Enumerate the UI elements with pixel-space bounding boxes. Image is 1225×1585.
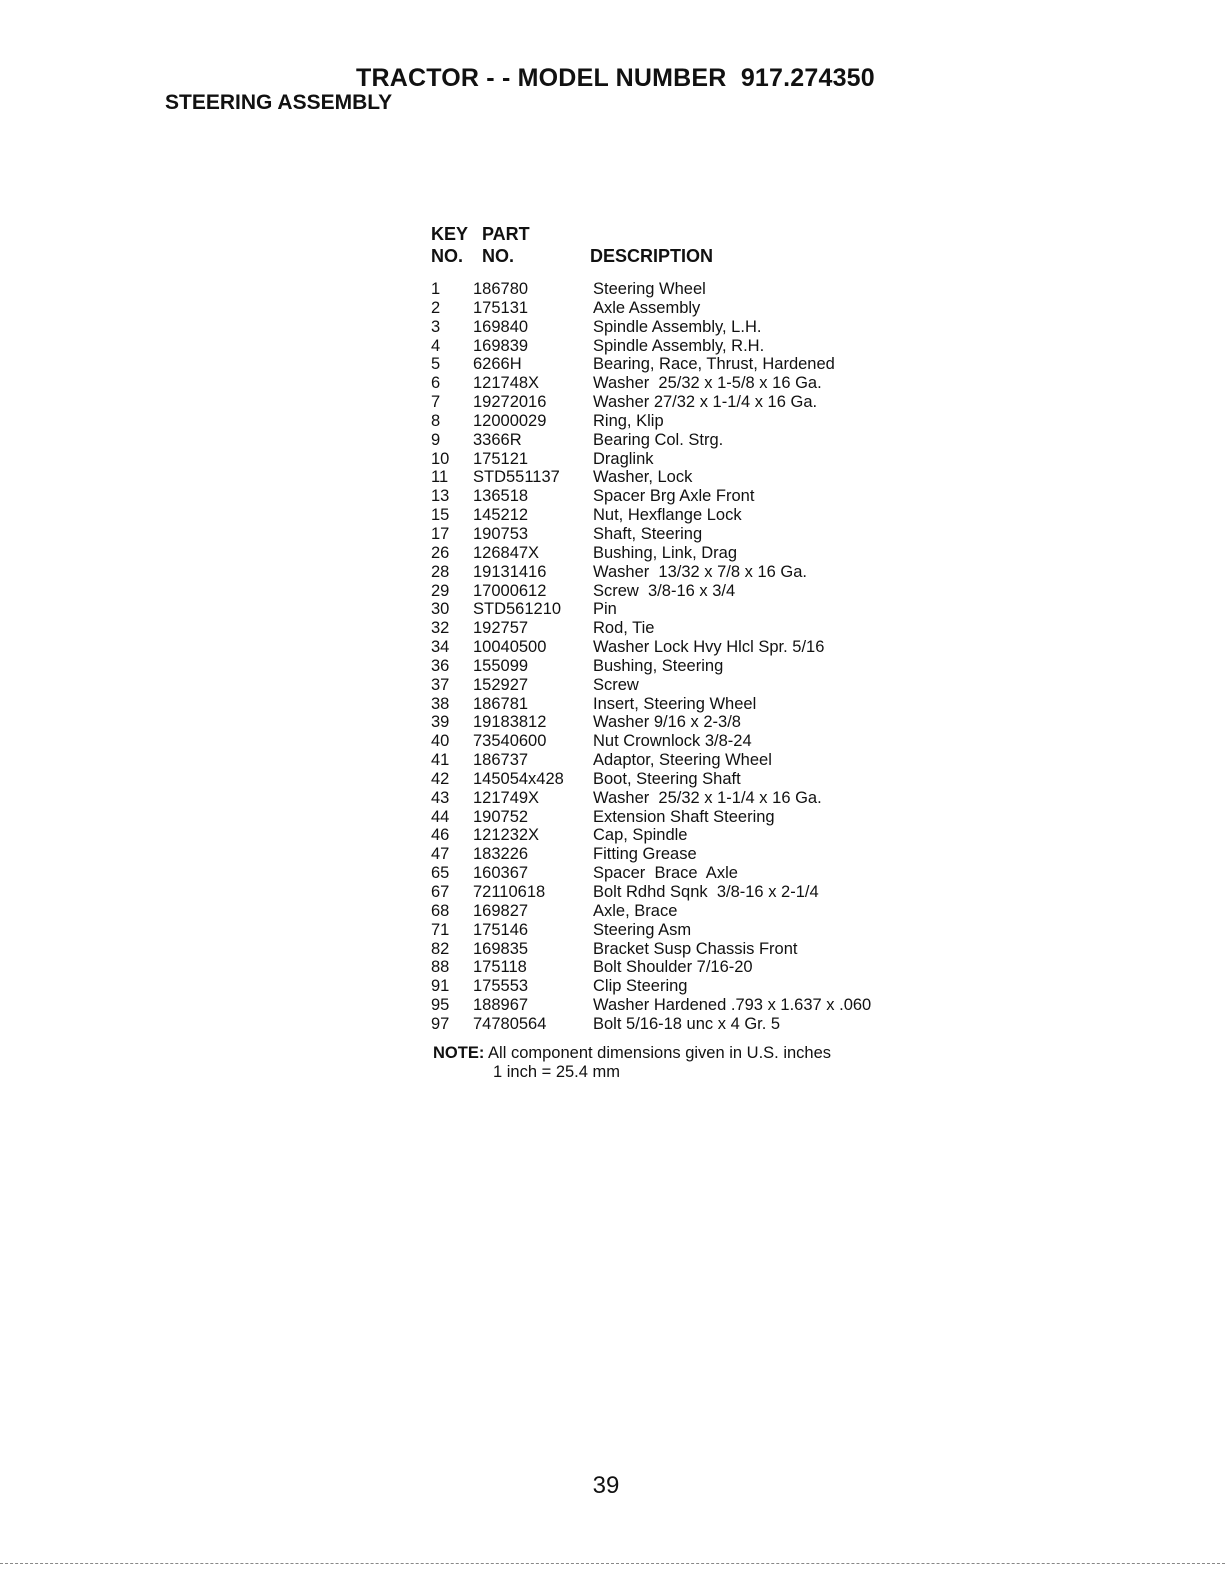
part-no-cell: STD561210 bbox=[473, 600, 562, 619]
table-row bbox=[431, 355, 951, 374]
key-no-cell: 67 bbox=[431, 883, 450, 901]
description-cell: Spacer Brg Axle Front bbox=[593, 487, 755, 506]
key-no-cell: 95 bbox=[431, 996, 450, 1015]
key-no-cell: 3 bbox=[431, 317, 441, 336]
part-no-cell: 188967 bbox=[473, 996, 529, 1015]
key-no-cell: 13 bbox=[431, 487, 450, 506]
key-no-cell: 88 bbox=[431, 958, 450, 977]
key-no-cell: 38 bbox=[431, 694, 450, 713]
key-no-cell: 91 bbox=[431, 977, 450, 996]
description-cell: Insert, Steering Wheel bbox=[593, 694, 757, 713]
description-cell: Washer Hardened .793 x 1.637 x .060 bbox=[593, 996, 872, 1015]
part-no-header-line2: NO. bbox=[482, 246, 515, 266]
part-no-header-line1: PART bbox=[482, 224, 530, 244]
table-row bbox=[431, 808, 951, 827]
part-no-cell: 186737 bbox=[473, 751, 529, 770]
key-no-cell: 65 bbox=[431, 864, 450, 883]
description-cell: Bracket Susp Chassis Front bbox=[593, 939, 798, 958]
description-cell: Bearing, Race, Thrust, Hardened bbox=[593, 355, 835, 374]
part-no-cell: 145054x428 bbox=[473, 769, 564, 788]
part-no-cell: 19183812 bbox=[473, 713, 547, 732]
table-row bbox=[431, 450, 951, 469]
note-text: All component dimensions given in U.S. inches bbox=[484, 1044, 832, 1062]
key-no-cell: 7 bbox=[431, 393, 441, 412]
part-no-cell: 126847X bbox=[473, 543, 540, 562]
table-row bbox=[431, 996, 951, 1015]
description-cell: Draglink bbox=[593, 449, 654, 468]
key-no-cell: 41 bbox=[431, 751, 450, 770]
description-cell: Bearing Col. Strg. bbox=[593, 430, 724, 449]
key-no-cell: 1 bbox=[431, 280, 441, 298]
table-row bbox=[431, 751, 951, 770]
description-cell: Rod, Tie bbox=[593, 619, 655, 638]
table-row bbox=[431, 826, 951, 845]
table-row bbox=[431, 845, 951, 864]
part-no-cell: 169840 bbox=[473, 317, 529, 336]
key-no-header-line1: KEY bbox=[431, 224, 469, 244]
key-no-cell: 15 bbox=[431, 506, 450, 525]
key-no-cell: 46 bbox=[431, 826, 450, 845]
table-row bbox=[431, 883, 951, 902]
table-row bbox=[431, 676, 951, 695]
table-row bbox=[431, 337, 951, 356]
description-cell: Shaft, Steering bbox=[593, 524, 703, 543]
description-cell: Nut Crownlock 3/8-24 bbox=[593, 732, 752, 751]
key-no-cell: 43 bbox=[431, 788, 450, 807]
part-no-cell: 12000029 bbox=[473, 411, 547, 430]
description-cell: Washer 27/32 x 1-1/4 x 16 Ga. bbox=[593, 393, 818, 412]
part-no-cell: STD551137 bbox=[473, 468, 560, 487]
key-no-cell: 37 bbox=[431, 675, 450, 694]
key-no-cell: 40 bbox=[431, 732, 450, 751]
table-row bbox=[431, 506, 951, 525]
description-cell: Bushing, Link, Drag bbox=[593, 543, 737, 562]
key-no-cell: 36 bbox=[431, 656, 450, 675]
description-header: DESCRIPTION bbox=[590, 246, 714, 266]
description-cell: Steering Asm bbox=[593, 920, 692, 939]
key-no-header-line2: NO. bbox=[431, 246, 464, 266]
table-row bbox=[431, 1015, 951, 1034]
dimensions-note bbox=[433, 1044, 831, 1082]
key-no-cell: 26 bbox=[431, 543, 450, 562]
table-row bbox=[431, 977, 951, 996]
section-title: STEERING ASSEMBLY bbox=[165, 91, 393, 114]
part-no-cell: 192757 bbox=[473, 619, 529, 638]
key-no-cell: 34 bbox=[431, 638, 450, 657]
part-no-cell: 186780 bbox=[473, 280, 529, 298]
part-no-cell: 169835 bbox=[473, 939, 529, 958]
table-row bbox=[431, 280, 951, 299]
description-cell: Washer 25/32 x 1-5/8 x 16 Ga. bbox=[593, 374, 822, 393]
key-no-cell: 6 bbox=[431, 374, 441, 393]
key-no-cell: 29 bbox=[431, 581, 450, 600]
description-cell: Cap, Spindle bbox=[593, 826, 688, 845]
table-row bbox=[431, 582, 951, 601]
part-no-cell: 121749X bbox=[473, 788, 540, 807]
part-no-cell: 175131 bbox=[473, 298, 529, 317]
key-no-cell: 2 bbox=[431, 298, 441, 317]
table-row bbox=[431, 638, 951, 657]
description-cell: Adaptor, Steering Wheel bbox=[593, 751, 772, 770]
part-no-cell: 160367 bbox=[473, 864, 529, 883]
key-no-cell: 47 bbox=[431, 845, 450, 864]
description-cell: Bolt Shoulder 7/16-20 bbox=[593, 958, 753, 977]
part-no-cell: 19272016 bbox=[473, 393, 547, 412]
part-no-cell: 190752 bbox=[473, 807, 529, 826]
key-no-cell: 39 bbox=[431, 713, 450, 732]
description-cell: Screw 3/8-16 x 3/4 bbox=[593, 581, 736, 600]
description-cell: Boot, Steering Shaft bbox=[593, 769, 741, 788]
table-row bbox=[431, 468, 951, 487]
table-row bbox=[431, 921, 951, 940]
description-cell: Steering Wheel bbox=[593, 280, 706, 298]
part-no-cell: 186781 bbox=[473, 694, 529, 713]
part-no-cell: 10040500 bbox=[473, 638, 547, 657]
parts-table-header bbox=[431, 222, 911, 268]
part-no-cell: 152927 bbox=[473, 675, 529, 694]
table-row bbox=[431, 902, 951, 921]
table-row bbox=[431, 412, 951, 431]
part-no-cell: 3366R bbox=[473, 430, 522, 449]
part-no-cell: 175146 bbox=[473, 920, 529, 939]
table-row bbox=[431, 563, 951, 582]
description-cell: Washer Lock Hvy Hlcl Spr. 5/16 bbox=[593, 638, 825, 657]
part-no-cell: 121232X bbox=[473, 826, 540, 845]
key-no-cell: 17 bbox=[431, 524, 450, 543]
note-conversion: 1 inch = 25.4 mm bbox=[493, 1063, 621, 1081]
table-row bbox=[431, 619, 951, 638]
part-no-cell: 175118 bbox=[473, 958, 527, 977]
page-number: 39 bbox=[592, 1472, 620, 1499]
bottom-divider bbox=[0, 1563, 1225, 1564]
part-no-cell: 169839 bbox=[473, 336, 529, 355]
key-no-cell: 44 bbox=[431, 807, 450, 826]
table-row bbox=[431, 958, 951, 977]
part-no-cell: 145212 bbox=[473, 506, 529, 525]
note-line bbox=[433, 1044, 831, 1063]
key-no-cell: 10 bbox=[431, 449, 450, 468]
table-row bbox=[431, 318, 951, 337]
key-no-cell: 9 bbox=[431, 430, 441, 449]
part-no-cell: 121748X bbox=[473, 374, 540, 393]
description-cell: Bolt 5/16-18 unc x 4 Gr. 5 bbox=[593, 1014, 781, 1033]
part-no-cell: 6266H bbox=[473, 355, 522, 374]
table-row bbox=[431, 695, 951, 714]
part-no-cell: 155099 bbox=[473, 656, 529, 675]
description-cell: Bushing, Steering bbox=[593, 656, 724, 675]
part-no-cell: 17000612 bbox=[473, 581, 547, 600]
table-row bbox=[431, 525, 951, 544]
table-row bbox=[431, 544, 951, 563]
table-row bbox=[431, 789, 951, 808]
table-row bbox=[431, 713, 951, 732]
key-no-cell: 71 bbox=[431, 920, 450, 939]
key-no-cell: 11 bbox=[431, 468, 449, 487]
description-cell: Bolt Rdhd Sqnk 3/8-16 x 2-1/4 bbox=[593, 883, 819, 901]
part-no-cell: 183226 bbox=[473, 845, 529, 864]
description-cell: Fitting Grease bbox=[593, 845, 697, 864]
description-cell: Washer 25/32 x 1-1/4 x 16 Ga. bbox=[593, 788, 822, 807]
key-no-cell: 4 bbox=[431, 336, 441, 355]
part-no-cell: 73540600 bbox=[473, 732, 547, 751]
page-title: TRACTOR - - MODEL NUMBER 917.274350 bbox=[356, 64, 875, 92]
table-row bbox=[431, 393, 951, 412]
key-no-cell: 30 bbox=[431, 600, 450, 619]
table-row bbox=[431, 487, 951, 506]
key-no-cell: 32 bbox=[431, 619, 450, 638]
description-cell: Nut, Hexflange Lock bbox=[593, 506, 742, 525]
table-row bbox=[431, 299, 951, 318]
key-no-cell: 42 bbox=[431, 769, 450, 788]
key-no-cell: 68 bbox=[431, 901, 450, 920]
table-row bbox=[431, 732, 951, 751]
part-no-cell: 72110618 bbox=[473, 883, 546, 901]
table-row bbox=[431, 657, 951, 676]
table-row bbox=[431, 431, 951, 450]
description-cell: Clip Steering bbox=[593, 977, 688, 996]
description-cell: Ring, Klip bbox=[593, 411, 664, 430]
table-row bbox=[431, 600, 951, 619]
description-cell: Axle, Brace bbox=[593, 901, 678, 920]
description-cell: Spindle Assembly, L.H. bbox=[593, 317, 762, 336]
description-cell: Spacer Brace Axle bbox=[593, 864, 738, 883]
key-no-cell: 82 bbox=[431, 939, 450, 958]
note-label: NOTE: bbox=[433, 1044, 485, 1062]
description-cell: Axle Assembly bbox=[593, 298, 701, 317]
part-no-cell: 175121 bbox=[473, 449, 529, 468]
key-no-cell: 8 bbox=[431, 411, 441, 430]
description-cell: Extension Shaft Steering bbox=[593, 807, 775, 826]
table-row bbox=[431, 864, 951, 883]
key-no-cell: 97 bbox=[431, 1014, 450, 1033]
key-no-cell: 5 bbox=[431, 355, 441, 374]
description-cell: Spindle Assembly, R.H. bbox=[593, 336, 765, 355]
description-cell: Washer 13/32 x 7/8 x 16 Ga. bbox=[593, 562, 808, 581]
description-cell: Screw bbox=[593, 675, 639, 694]
part-no-cell: 169827 bbox=[473, 901, 529, 920]
table-row bbox=[431, 374, 951, 393]
description-cell: Pin bbox=[593, 600, 617, 619]
key-no-cell: 28 bbox=[431, 562, 450, 581]
table-row bbox=[431, 940, 951, 959]
part-no-cell: 136518 bbox=[473, 487, 529, 506]
parts-table bbox=[431, 280, 951, 1034]
part-no-cell: 190753 bbox=[473, 524, 529, 543]
part-no-cell: 19131416 bbox=[473, 562, 547, 581]
description-cell: Washer 9/16 x 2-3/8 bbox=[593, 713, 741, 732]
part-no-cell: 175553 bbox=[473, 977, 529, 996]
description-cell: Washer, Lock bbox=[593, 468, 693, 487]
part-no-cell: 74780564 bbox=[473, 1014, 547, 1033]
table-row bbox=[431, 770, 951, 789]
